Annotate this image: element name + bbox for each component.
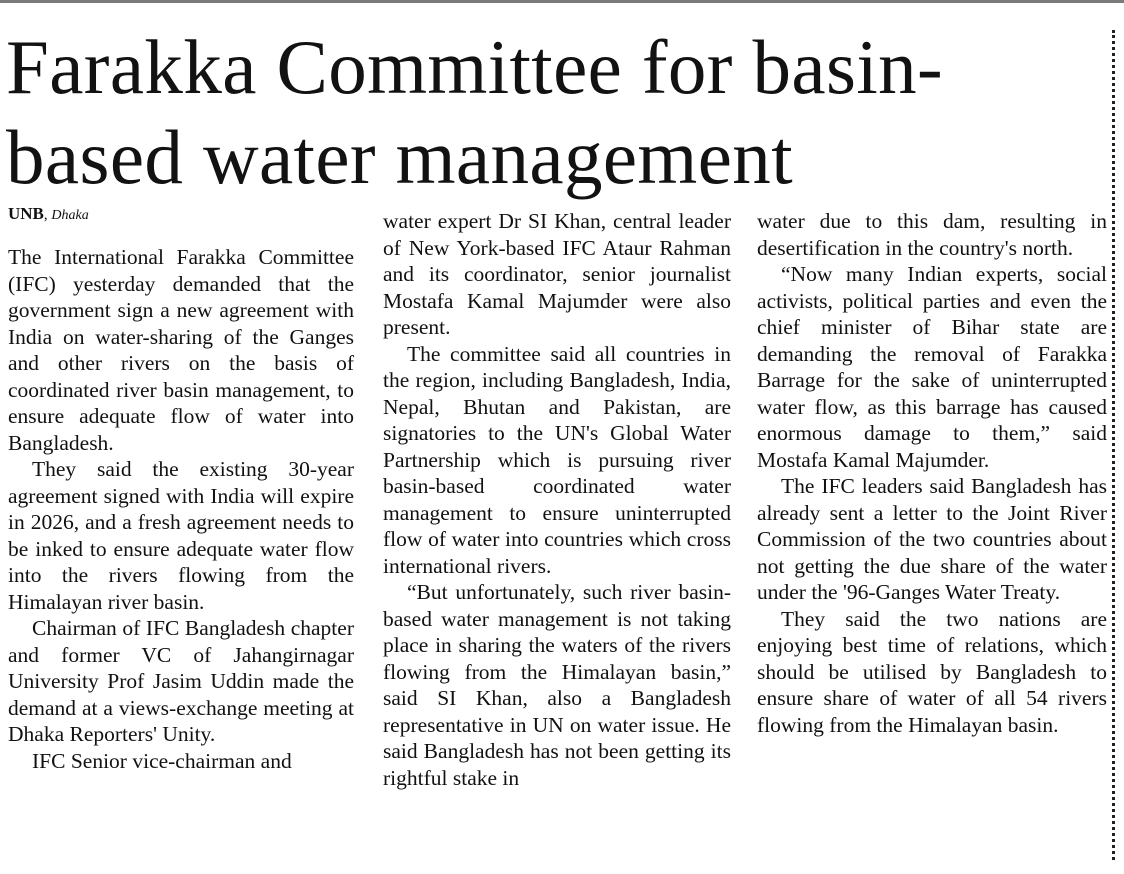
paragraph: “But unfortunately, such river basin-based water management is not taking place in sharing the waters of the rivers flowing from the Himalayan basin,” said SI Khan, also a Bangladesh representative in UN on water issue. He said Bangladesh has not been getting its rightful stake in	[383, 580, 731, 790]
paragraph: water expert Dr SI Khan, central leader of New York-based IFC Ataur Rahman and its coordinator, senior journalist Mostafa Kamal Majumder were also present.	[383, 209, 731, 339]
top-rule	[0, 0, 1124, 3]
column-separator-dotted	[1112, 30, 1115, 860]
byline-comma: ,	[43, 207, 52, 223]
paragraph: They said the two nations are enjoying best time of relations, which should be utilised by Bangladesh to ensure share of water of all 54 rivers flowing from the Himalayan basin.	[757, 606, 1107, 737]
article-column-1	[8, 244, 354, 774]
paragraph: water due to this dam, resulting in desertification in the country's north.	[757, 209, 1107, 260]
paragraph: They said the existing 30-year agreement signed with India will expire in 2026, and a fresh agreement needs to be inked to ensure adequate water flow into the rivers flowing from the Himalayan river basin.	[8, 457, 354, 614]
byline	[8, 204, 89, 226]
paragraph: The IFC leaders said Bangladesh has already sent a letter to the Joint River Commission of the two countries about not getting the due share of the water under the '96-Ganges Water Treaty.	[757, 474, 1107, 604]
headline: Farakka Committee for basin-based water management	[6, 24, 944, 200]
byline-location: Dhaka	[51, 208, 89, 223]
article-column-3	[757, 208, 1107, 738]
paragraph: The committee said all countries in the region, including Bangladesh, India, Nepal, Bhutan and Pakistan, are signatories to the UN's Global Water Partnership which is pursuing river basin-based coordinated water management to ensure uninterrupted flow of water into countries which cross international rivers.	[383, 341, 731, 578]
paragraph: Chairman of IFC Bangladesh chapter and former VC of Jahangirnagar University Prof Jasim Uddin made the demand at a views-exchange meeting at Dhaka Reporters' Unity.	[8, 616, 354, 746]
byline-source: UNB	[8, 204, 44, 223]
paragraph: The International Farakka Committee (IFC) yesterday demanded that the government sign a new agreement with India on water-sharing of the Ganges and other rivers on the basis of coordinated river basin management, to ensure adequate flow of water into Bangladesh.	[8, 245, 354, 455]
paragraph: IFC Senior vice-chairman and	[32, 748, 292, 773]
paragraph: “Now many Indian experts, social activists, political parties and even the chief minister of Bihar state are demanding the removal of Farakka Barrage for the sake of uninterrupted water flow, as this barrage has caused enormous damage to them,” said Mostafa Kamal Majumder.	[757, 262, 1107, 472]
article-column-2	[383, 208, 731, 791]
